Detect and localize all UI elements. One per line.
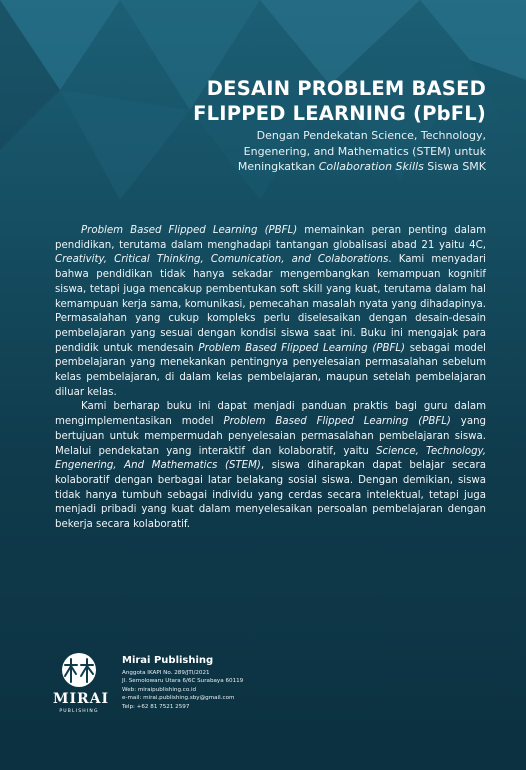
- book-subtitle: [238, 128, 486, 175]
- blurb: [55, 224, 486, 533]
- publisher-membership: Anggota IKAPI No. 289/JTI/2021: [122, 670, 210, 676]
- italic-term: Problem Based Flipped Learning (PBFL): [81, 225, 298, 236]
- blurb-text: Kami berharap buku ini dapat menjadi panduan praktis bagi guru dalam mengimplementasikan model: [55, 401, 486, 428]
- publisher-web: Web: miraipublishing.co.id: [122, 686, 197, 693]
- blurb-paragraph-1: [55, 224, 486, 400]
- blurb-paragraph-2: [55, 400, 486, 532]
- blurb-text: memainkan peran penting dalam pendidikan, terutama dalam menghadapi tantangan globalisasi abad 21 yaitu 4C,: [55, 225, 486, 251]
- subtitle-italic: Collaboration Skills: [318, 160, 424, 173]
- blurb-text: . Kami menyadari bahwa pendidikan tidak hanya sekadar mengembangkan kemampuan kognitif siswa, tetapi juga mencakup pembentukan soft skill yang kuat, terutama dalam hal kemampuan kerja sama, komunikasi, pemecahan masalah nyata yang dihadapinya. Permasalahan yang cukup kompleks perlu diselesaikan dengan desain-desain pembelajaran yang sesuai dengan kondisi siswa saat ini. Buku ini mengajak para pendidik untuk mendesain: [55, 254, 486, 354]
- title-line: FLIPPED LEARNING (PbFL): [193, 102, 486, 125]
- subtitle-line: Engenering, and Mathematics (STEM) untuk: [243, 144, 486, 158]
- blurb-text: yang bertujuan untuk mempermudah penyelesaian permasalahan pembelajaran siswa. Melalui pendekatan yang interaktif dan kolaboratif, yaitu: [55, 416, 486, 457]
- italic-term: Creativity, Critical Thinking, Comunication, and Colaborations: [55, 254, 389, 266]
- publisher-name: Mirai Publishing: [122, 655, 214, 666]
- italic-term: Science, Technology, Engenering, And Mathematics (STEM): [55, 445, 487, 472]
- book-title: [193, 76, 486, 126]
- publisher-address: Jl. Semolowaru Utara 6/6C Surabaya 60119: [122, 678, 244, 685]
- subtitle-text: Siswa SMK: [423, 160, 486, 173]
- logo-tagline: PUBLISHING: [59, 709, 99, 714]
- publisher-email: e-mail: mirai.publishing.sby@gmail.com: [122, 695, 235, 702]
- publisher-phone: Telp: +62 81 7521 2597: [122, 703, 190, 710]
- subtitle-text: Meningkatkan: [237, 160, 319, 173]
- italic-term: Problem Based Flipped Learning (PBFL): [223, 416, 451, 428]
- blurb-text: sebagai model pembelajaran yang menekankan pentingnya penyelesaian permasalahan sebelum kelas pembelajaran, di dalam kelas pembelajaran, maupun setelah pembelajaran diluar kelas.: [55, 342, 487, 398]
- subtitle-line: [238, 159, 486, 175]
- logo-wordmark: MIRAI: [53, 691, 110, 707]
- blurb-text: , siswa diharapkan dapat belajar secara kolaboratif dengan berbagai latar belakang sosial siswa. Dengan demikian, siswa tidak hanya tumbuh sebagai individu yang cerdas secara intelektual, tetapi juga menjadi pribadi yang kuat dalam menyelesaikan persoalan pembelajaran dengan bekerja secara kolaboratif.: [55, 460, 486, 531]
- italic-term: Problem Based Flipped Learning (PBFL): [198, 342, 405, 354]
- subtitle-line: Dengan Pendekatan Science, Technology,: [256, 129, 486, 142]
- title-line: DESAIN PROBLEM BASED: [206, 77, 486, 100]
- publisher-info: [122, 655, 243, 711]
- tree-character-icon: [52, 650, 106, 690]
